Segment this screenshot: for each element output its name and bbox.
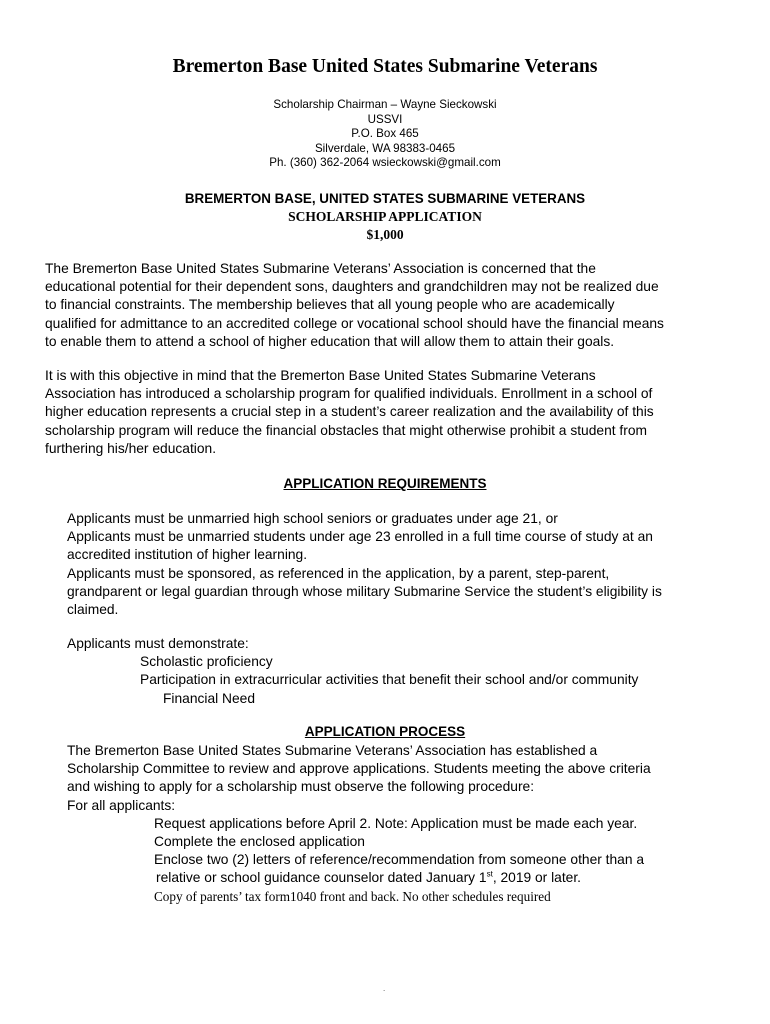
process-line: The Bremerton Base United States Submarine Veterans’ Association has established a	[67, 743, 598, 758]
objective-paragraph	[45, 367, 735, 458]
demonstrate-item: Participation in extracurricular activities that benefit their school and/or community	[140, 672, 639, 688]
intro-line: qualified for admittance to an accredited college or vocational school should have the financial means	[45, 315, 664, 331]
contact-phone-email: Ph. (360) 362-2064 wsieckowski@gmail.com	[269, 156, 501, 170]
contact-block	[0, 98, 770, 171]
process-line: For all applicants:	[67, 797, 176, 813]
intro-line: The Bremerton Base United States Submarine Veterans’ Association is concerned that the	[45, 261, 596, 276]
heading-org: BREMERTON BASE, UNITED STATES SUBMARINE VETERANS	[184, 191, 586, 206]
process-line: Scholarship Committee to review and approve applications. Students meeting the above criteria	[67, 761, 651, 777]
heading-amount: $1,000	[366, 227, 404, 242]
footer-mark: .	[383, 984, 386, 993]
requirement-line: accredited institution of higher learning.	[67, 547, 308, 563]
process-step: Enclose two (2) letters of reference/recommendation from someone other than a	[154, 852, 645, 868]
contact-chairman: Scholarship Chairman – Wayne Sieckowski	[273, 98, 497, 111]
requirement-line: Applicants must be sponsored, as referenced in the application, by a parent, step-parent,	[67, 565, 610, 581]
demonstrate-item: Financial Need	[163, 690, 256, 706]
intro-line: to financial constraints. The membership believes that all young people who are academically	[45, 297, 615, 313]
requirement-line: grandparent or legal guardian through whose military Submarine Service the student’s eligibility is	[67, 583, 662, 599]
demonstrate-item: Scholastic proficiency	[140, 654, 273, 670]
objective-line: Association has introduced a scholarship program for qualified individuals. Enrollment in a school of	[45, 386, 653, 402]
objective-line: furthering his/her education.	[45, 440, 217, 456]
intro-line: educational potential for their dependent sons, daughters and grandchildren may not be realized due	[45, 279, 659, 295]
objective-line: It is with this objective in mind that the Bremerton Base United States Submarine Veterans	[45, 368, 596, 383]
objective-line: higher education represents a crucial step in a student’s career realization and the availability of this	[45, 404, 654, 420]
contact-po-box: P.O. Box 465	[351, 127, 419, 141]
process-line: and wishing to apply for a scholarship must observe the following procedure:	[67, 779, 535, 795]
document-title: Bremerton Base United States Submarine Veterans	[172, 56, 598, 77]
application-heading	[0, 190, 770, 244]
process-step-continuation: relative or school guidance counselor dated January 1st, 2019 or later.	[156, 869, 582, 886]
requirement-line: Applicants must be unmarried students under age 23 enrolled in a full time course of study at an	[67, 529, 653, 545]
contact-org: USSVI	[367, 112, 403, 126]
process-title: APPLICATION PROCESS	[304, 724, 466, 739]
heading-application: SCHOLARSHIP APPLICATION	[288, 209, 482, 224]
process-block	[67, 742, 651, 906]
contact-city: Silverdale, WA 98383-0465	[314, 141, 456, 155]
requirements-title: APPLICATION REQUIREMENTS	[283, 476, 487, 491]
requirement-line: claimed.	[67, 602, 119, 618]
objective-line: scholarship program will reduce the financial obstacles that might otherwise prohibit a student from	[45, 422, 647, 438]
requirement-line: Applicants must be unmarried high school seniors or graduates under age 21, or	[67, 511, 558, 526]
intro-line: to enable them to attend a school of higher education that will allow them to attain their goals.	[45, 333, 615, 349]
requirements-list	[67, 510, 662, 619]
demonstrate-block	[67, 635, 638, 708]
process-step: Complete the enclosed application	[154, 834, 365, 850]
process-tax-line: Copy of parents’ tax form1040 front and back. No other schedules required	[154, 888, 551, 904]
demonstrate-label: Applicants must demonstrate:	[67, 636, 249, 651]
intro-paragraph	[45, 260, 735, 351]
process-step: Request applications before April 2. Note: Application must be made each year.	[154, 815, 638, 831]
